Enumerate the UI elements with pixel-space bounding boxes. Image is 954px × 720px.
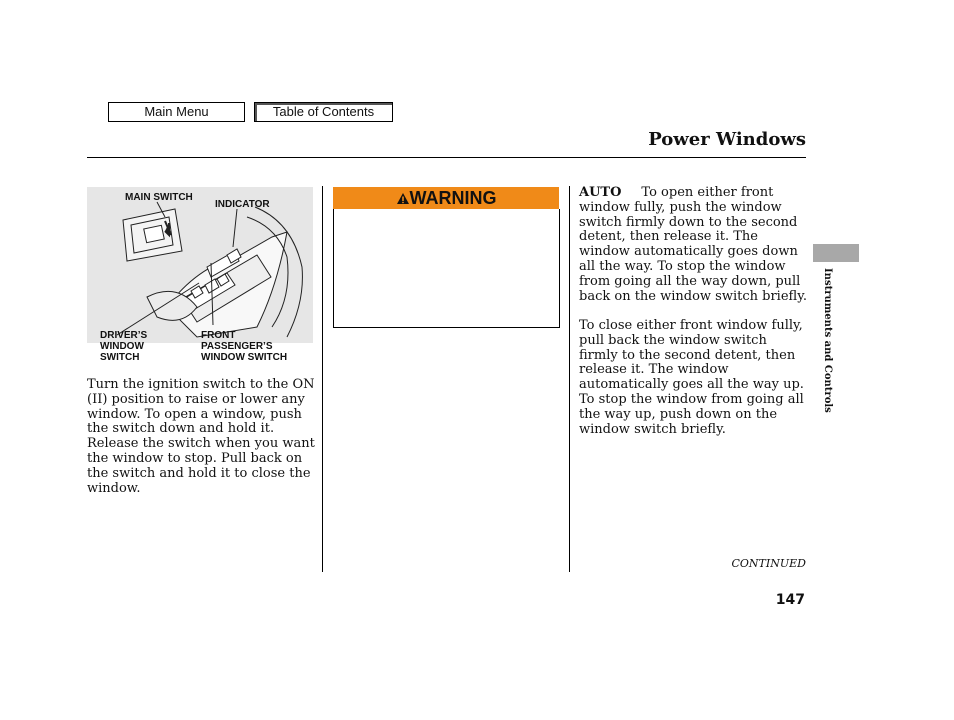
section-tab-label: Instruments and Controls <box>822 268 833 413</box>
power-window-switch-illustration <box>87 187 313 343</box>
label-front-passengers-window-switch: FRONT PASSENGER’S WINDOW SWITCH <box>201 330 288 363</box>
auto-text: To open either front window fully, push the window switch firmly down to the second detent, then release it. The window automatically goes down all the way. To stop the window from going all the way down, pull back on the window switch briefly. <box>579 185 807 304</box>
column-divider-left <box>322 186 323 572</box>
page-number: 147 <box>775 592 805 608</box>
main-menu-button[interactable]: Main Menu <box>108 102 245 122</box>
intro-paragraph: Turn the ignition switch to the ON (II) position to raise or lower any window. To open a window, push the switch down and hold it. Release the switch when you want the window to stop. Pull back on the switch and hold it to close the window. <box>87 377 315 496</box>
label-main-switch: MAIN SWITCH <box>125 192 193 203</box>
warning-title: WARNING <box>409 188 497 208</box>
header-divider <box>87 157 806 158</box>
warning-triangle-icon <box>396 192 410 205</box>
label-indicator: INDICATOR <box>215 199 270 210</box>
table-of-contents-button[interactable]: Table of Contents <box>254 102 393 122</box>
auto-paragraph <box>579 186 807 304</box>
section-tab <box>813 244 859 262</box>
page-title: Power Windows <box>648 129 806 150</box>
warning-header <box>333 187 559 209</box>
switch-panel-drawing <box>87 187 313 343</box>
label-drivers-window-switch: DRIVER’S WINDOW SWITCH <box>100 330 148 363</box>
warning-box <box>333 209 560 328</box>
continued-label: CONTINUED <box>731 557 806 570</box>
close-paragraph: To close either front window fully, pull back the window switch firmly to the second detent, then release it. The window automatically goes all the way up. To stop the window from going all the way up, push down on the window switch briefly. <box>579 318 804 437</box>
column-divider-right <box>569 186 570 572</box>
auto-label: AUTO <box>579 185 622 200</box>
